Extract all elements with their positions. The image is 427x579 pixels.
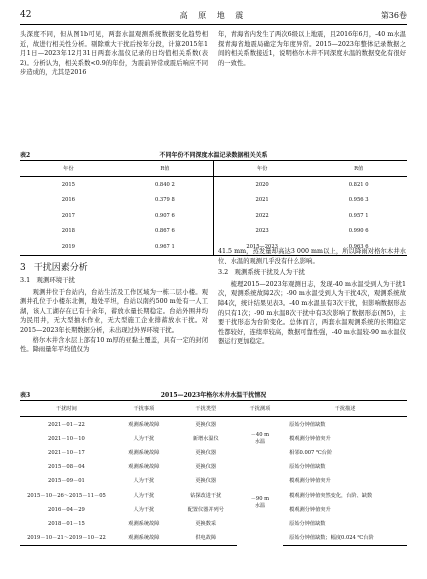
- table-cell: 2019－10－21～2019－10－22: [20, 531, 113, 546]
- table-row: [20, 208, 407, 224]
- table-cell: 人为干扰: [133, 492, 155, 499]
- paragraph: 观测井位于台站内，台站生活及工作区域为一栋二层小楼。观测井孔位于小楼东北侧，地处平坦，台站以南约500 m处有一人工湖，该人工湖存在已有十余年，蓄放水量长期稳定。台站外围井均为民用井，无大型抽水作业，无大型施工企业排蓄放水干扰。对2015—2023年长期数据分析，未出现过外界环境干扰。: [20, 288, 208, 334]
- table-cell: 2023: [214, 224, 311, 240]
- table3-caption: [20, 390, 407, 399]
- table-row: [20, 445, 407, 459]
- table-row: [20, 488, 407, 502]
- table-header-row: [20, 161, 407, 177]
- table-row: [20, 431, 407, 445]
- top-left-column: [20, 30, 208, 78]
- table-cell: 2016: [61, 197, 75, 204]
- table-cell: 更换仪器: [195, 449, 217, 456]
- table-row: [20, 474, 407, 488]
- subsection-heading: 3.2 观测系统干扰及人为干扰: [218, 268, 305, 277]
- table-cell: 观测系统故障: [128, 449, 160, 456]
- table3: [20, 400, 407, 546]
- table-cell: 2018: [61, 228, 75, 235]
- table-cell: 2015: [61, 181, 75, 188]
- column-header: 干扰测项: [237, 401, 283, 417]
- table-row: [20, 177, 407, 193]
- paragraph: 格尔木井含水层上部有10 m厚的亚黏土覆盖，具有一定的封闭性。降雨量年平均值仅为: [20, 336, 208, 354]
- table-cell: 0.867 6: [154, 228, 175, 235]
- table-cell: 0.957 1: [348, 212, 369, 219]
- table-cell: 观测系统故障: [128, 421, 160, 428]
- table-cell: 2015－09－01: [48, 478, 85, 485]
- table-row: [20, 531, 407, 546]
- table2: [20, 160, 407, 256]
- table-cell: 钻探改进干扰: [190, 492, 222, 499]
- section-right-column: [218, 247, 406, 347]
- table-cell: 原始分钟值缺数: [289, 464, 326, 471]
- section-left-column: [20, 274, 208, 355]
- table-cell: 模观测分钟值突升: [289, 506, 331, 513]
- table-cell: 更换仪器: [195, 478, 217, 485]
- table-cell: 人为干扰: [133, 435, 155, 442]
- subsection-heading: 3.1 观测环境干扰: [20, 276, 75, 284]
- table-cell: 原始分钟值缺数；幅度0.024 ℃台阶: [283, 531, 407, 546]
- table-row: [20, 460, 407, 474]
- table-cell: 模观测分钟值突升: [289, 478, 331, 485]
- column-header: 干扰描述: [283, 401, 407, 417]
- column-header: 干扰时间: [20, 401, 113, 417]
- measure-item-cell: －40 m 水温: [250, 432, 270, 446]
- table-cell: 观测系统故障: [128, 464, 160, 471]
- table-cell: 2018－01－15: [48, 520, 85, 527]
- table-cell: 模观测分钟值突然变化，台阶、缺数: [289, 492, 373, 499]
- table-cell: 人为干扰: [133, 506, 155, 513]
- paragraph: 头深度不同，但从图1b可见，两套水温观测系统数据变化趋势相近，故进行相关性分析。剔除重大干扰后按年分段，计算2015年1月1日—2023年12月31日两套水温仪记录的日均值相关系数(表2)。分析认为，相关系数<0.9的年份，为震前异常或震后响应不同步造成的，尤其是2016: [20, 31, 208, 77]
- table-cell: 0.967 1: [117, 239, 214, 255]
- table-header-row: [20, 401, 407, 417]
- running-header: [20, 10, 407, 22]
- table-cell: 2022: [214, 208, 311, 224]
- table-cell: 2021－10－10: [48, 435, 85, 442]
- table-cell: 2020: [214, 177, 311, 193]
- column-header: 年份: [20, 161, 117, 177]
- table-cell: 2019: [20, 239, 117, 255]
- table-cell: 0.956 3: [348, 197, 369, 204]
- table-cell: 观测系统故障: [128, 520, 160, 527]
- table-cell: 更换仪器: [195, 421, 217, 428]
- table-row: [20, 417, 407, 432]
- table-cell: 0.379 8: [154, 197, 175, 204]
- table-cell: 人为干扰: [133, 478, 155, 485]
- table-cell: 相邻0.007 ℃台阶: [289, 449, 333, 456]
- column-header: 干扰事项: [113, 401, 175, 417]
- paragraph: 年，青海省内发生了两次6级以上地震，且2016年6月，-40 m水温探青海省地震局确定为年度异常。2015—2023年整体记录数据之间的相关系数接近1，说明格尔木井不同深度水温的数据变化有很好的一致性。: [218, 31, 406, 67]
- table-cell: 新增水温仪: [192, 435, 219, 442]
- header-rule: [20, 24, 407, 25]
- table-cell: 原始分钟值缺数: [289, 421, 326, 428]
- table-cell: 0.840 2: [154, 181, 175, 188]
- paragraph: 41.5 mm，蒸发量却高达3 000 mm以上，所以降雨对格尔木井水位、水温的观测几乎没有什么影响。: [218, 248, 406, 265]
- table-row: [20, 502, 407, 516]
- table-row: [20, 516, 407, 530]
- table-cell: 0.990 6: [348, 228, 369, 235]
- column-header: R值: [117, 161, 214, 177]
- page-number: 42: [20, 10, 32, 20]
- table-cell: 2015—2023: [214, 239, 311, 255]
- column-header: R值: [310, 161, 407, 177]
- table-row: [20, 193, 407, 209]
- table-cell: 更换数采: [195, 520, 217, 527]
- table-cell: 2015－08－04: [48, 464, 85, 471]
- table-cell: 2015－10－26～2015－11－05: [27, 492, 106, 499]
- table-cell: 观测系统故障: [113, 531, 175, 546]
- table-cell: 2021: [214, 193, 311, 209]
- section-number: 3: [20, 263, 26, 273]
- table-cell: 供电故障: [175, 531, 237, 546]
- journal-title: 高 原 地 震: [179, 11, 248, 20]
- measure-item-cell: －90 m 水温: [250, 496, 270, 510]
- table-row: [20, 224, 407, 240]
- table2-label: 表2: [20, 152, 31, 159]
- paragraph: 梳理2015—2023年观测日志，发现-40 m水温受到人为干扰1次，观测系统故障2次；-90 m水温受到人为干扰4次，观测系统故障4次，统计结果见表3。-40 m水温虽有3次干扰，但影响数据形态的只有1次；-90 m水温8次干扰中有3次影响了数据形态(图5)，主要干扰形态为台阶变化。总体而言，两套水温观测系统的长期稳定性都较好，连续率较高，数据可靠性强，-40 m水温较-90 m水温仪器运行更加稳定。: [218, 280, 406, 346]
- table2-caption: [20, 150, 407, 159]
- top-right-column: [218, 30, 406, 68]
- table-cell: 配置仪器并列号: [187, 506, 224, 513]
- table-cell: 更换仪器: [195, 464, 217, 471]
- column-header: 年份: [214, 161, 311, 177]
- section-title: 干扰因素分析: [33, 263, 88, 273]
- table-cell: 2021－01－22: [48, 421, 85, 428]
- table2-title: 不同年份不同深度水温记录数据相关关系: [159, 152, 268, 159]
- table-cell: 2017: [61, 212, 75, 219]
- table-cell: 模观测分钟值突升: [289, 435, 331, 442]
- volume-label: 第36卷: [380, 11, 407, 20]
- table-cell: 2021－10－17: [48, 449, 85, 456]
- table-cell: 0.963 6: [310, 239, 407, 255]
- table-cell: 0.821 0: [348, 181, 369, 188]
- table-cell: 原始分钟值缺数: [289, 520, 326, 527]
- column-header: 干扰类型: [175, 401, 237, 417]
- section-heading: [20, 260, 88, 273]
- table3-title: 2015—2023年格尔木井水温干扰情况: [160, 392, 267, 399]
- table-cell: 0.907 6: [154, 212, 175, 219]
- table-cell: 2016－04－29: [48, 506, 85, 513]
- table3-label: 表3: [20, 392, 31, 399]
